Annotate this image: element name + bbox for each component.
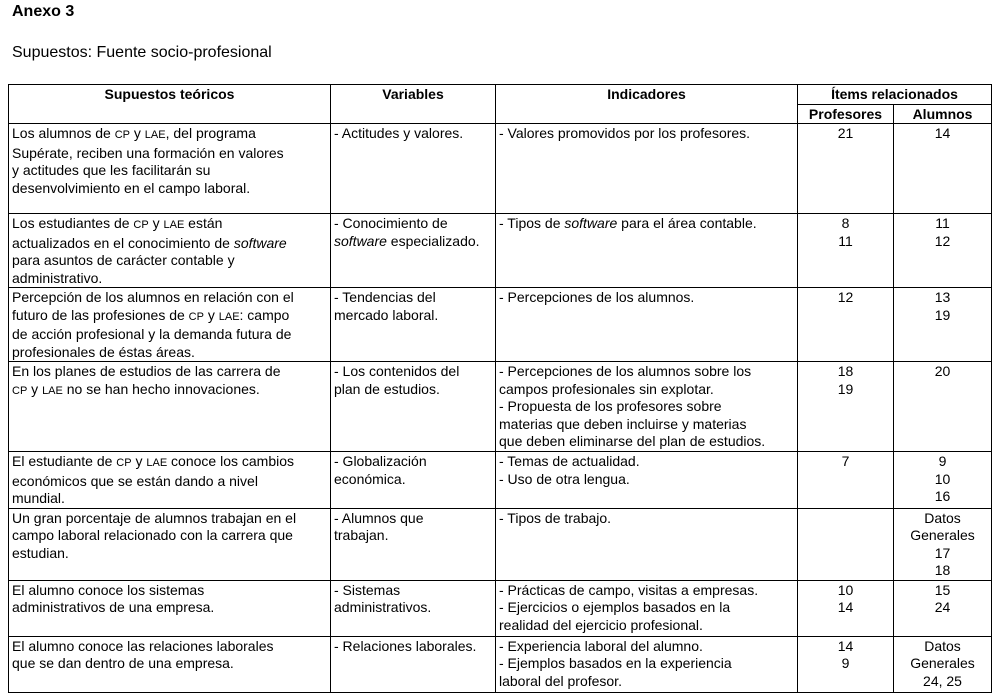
supuesto-cell: Los estudiantes de CP y LAE están actualizados en el conocimiento de software para asuntos de carácter contable y administrativo. (9, 214, 331, 288)
indicador-cell: - Tipos de software para el área contable. (496, 214, 798, 288)
header-alumnos: Alumnos (894, 104, 992, 124)
alumnos-cell: 15 24 (894, 580, 992, 636)
table-row (9, 580, 992, 636)
annex-subtitle: Supuestos: Fuente socio-profesional (12, 44, 272, 61)
indicador-cell: - Percepciones de los alumnos sobre los campos profesionales sin explotar. - Propuesta de los profesores sobre materias que deben incluirse y materias que deben eliminarse del plan de estudios. (496, 362, 798, 452)
table-row (9, 362, 992, 452)
indicador-cell: - Prácticas de campo, visitas a empresas. - Ejercicios o ejemplos basados en la realidad del ejercicio profesional. (496, 580, 798, 636)
variable-cell: - Sistemas administrativos. (331, 580, 496, 636)
supuesto-cell: En los planes de estudios de las carrera de CP y LAE no se han hecho innovaciones. (9, 362, 331, 452)
alumnos-cell: Datos Generales 24, 25 (894, 636, 992, 692)
assumptions-table (8, 84, 992, 693)
profesores-cell: 7 (798, 452, 894, 509)
supuesto-cell: Percepción de los alumnos en relación con el futuro de las profesiones de CP y LAE: campo de acción profesional y la demanda futura de profesionales de éstas áreas. (9, 288, 331, 362)
profesores-cell: 18 19 (798, 362, 894, 452)
header-supuestos: Supuestos teóricos (9, 85, 331, 124)
variable-cell: - Los contenidos del plan de estudios. (331, 362, 496, 452)
alumnos-cell: 20 (894, 362, 992, 452)
indicador-cell: - Valores promovidos por los profesores. (496, 124, 798, 214)
table-row (9, 452, 992, 509)
table-row (9, 214, 992, 288)
table-row (9, 288, 992, 362)
alumnos-cell: 14 (894, 124, 992, 214)
profesores-cell: 8 11 (798, 214, 894, 288)
alumnos-cell: 13 19 (894, 288, 992, 362)
supuesto-cell: El estudiante de CP y LAE conoce los cambios económicos que se están dando a nivel mundial. (9, 452, 331, 509)
variable-cell: - Relaciones laborales. (331, 636, 496, 692)
header-indicadores: Indicadores (496, 85, 798, 124)
supuesto-cell: El alumno conoce los sistemas administrativos de una empresa. (9, 580, 331, 636)
profesores-cell: 12 (798, 288, 894, 362)
profesores-cell: 10 14 (798, 580, 894, 636)
supuesto-cell: El alumno conoce las relaciones laborales que se dan dentro de una empresa. (9, 636, 331, 692)
indicador-cell: - Experiencia laboral del alumno. - Ejemplos basados en la experiencia laboral del profesor. (496, 636, 798, 692)
profesores-cell: 21 (798, 124, 894, 214)
annex-title: Anexo 3 (12, 3, 75, 20)
variable-cell: - Tendencias del mercado laboral. (331, 288, 496, 362)
supuesto-cell: Un gran porcentaje de alumnos trabajan en el campo laboral relacionado con la carrera que estudian. (9, 508, 331, 580)
alumnos-cell: 11 12 (894, 214, 992, 288)
supuesto-cell: Los alumnos de CP y LAE, del programa Supérate, reciben una formación en valores y actitudes que les facilitarán su desenvolvimiento en el campo laboral. (9, 124, 331, 214)
variable-cell: - Conocimiento de software especializado. (331, 214, 496, 288)
table-row (9, 124, 992, 214)
variable-cell: - Actitudes y valores. (331, 124, 496, 214)
indicador-cell: - Percepciones de los alumnos. (496, 288, 798, 362)
header-variables: Variables (331, 85, 496, 124)
profesores-cell: 14 9 (798, 636, 894, 692)
indicador-cell: - Temas de actualidad. - Uso de otra lengua. (496, 452, 798, 509)
indicador-cell: - Tipos de trabajo. (496, 508, 798, 580)
variable-cell: - Globalización económica. (331, 452, 496, 509)
header-items: Ítems relacionados (798, 85, 992, 105)
table-row (9, 636, 992, 692)
alumnos-cell: Datos Generales 17 18 (894, 508, 992, 580)
alumnos-cell: 9 10 16 (894, 452, 992, 509)
profesores-cell (798, 508, 894, 580)
variable-cell: - Alumnos que trabajan. (331, 508, 496, 580)
table-row (9, 508, 992, 580)
header-profesores: Profesores (798, 104, 894, 124)
